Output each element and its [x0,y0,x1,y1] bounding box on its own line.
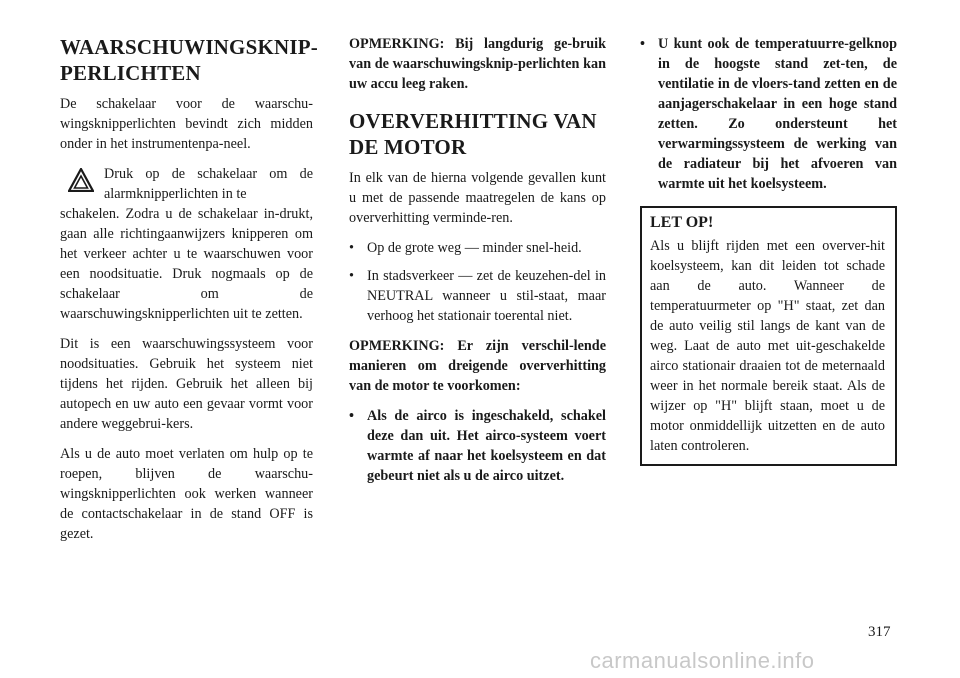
note-battery: OPMERKING: Bij langdurig ge-bruik van de waarschuwingsknip-perlichten kan uw accu leeg raken. [349,36,606,92]
paragraph-press-switch-first: Druk op de schakelaar om de alarmknipperlichten in te [104,166,313,202]
section-heading-hazard-lights: WAARSCHUWINGSKNIP-PERLICHTEN [60,35,318,85]
hazard-warning-triangle-icon [68,168,94,192]
list-item: • In stadsverkeer — zet de keuzehen-del in NEUTRAL wanneer u stil-staat, maar verhoog het stationair toerental niet. [349,268,606,324]
list-item: • U kunt ook de temperatuurre-gelknop in de hoogste stand zet-ten, de ventilatie in de vloers-tand zetten en de aanjagerschakelaar in een hoge stand zetten. Zo ondersteunt het verwarmingssysteem de werking van de radiateur bij het afvoeren van warmte uit het koelsysteem. [640,36,897,192]
page-number: 317 [868,624,891,640]
note-prevent-overheating: OPMERKING: Er zijn verschil-lende manieren om dreigende oververhitting van de motor te voorkomen: [349,338,606,394]
paragraph-leave-car: Als u de auto moet verlaten om hulp op te roepen, blijven de waarschu-wingsknipperlichten ook werken wanneer de contactschakelaar in de stand OFF is gezet. [60,446,313,542]
airco-bullet-list [349,406,606,486]
bullet-glyph: • [349,408,354,424]
hazard-instruction-block [60,164,313,324]
caution-title: LET OP! [650,214,714,231]
paragraph-overheating-intro: In elk van de hierna volgende gevallen kunt u met de passende maatregelen de kans op oververhitting verminde-ren. [349,170,606,226]
heater-bullet-list [640,34,897,194]
paragraph-press-switch-rest: schakelen. Zodra u de schakelaar in-drukt, gaan alle richtingaanwijzers knipperen om het verkeer achter u te waarschuwen voor een noodsituatie. Druk nogmaals op de schakelaar om de waarschuwingsknipperlichten uit te zetten. [60,206,313,322]
bullet-glyph: • [640,36,645,52]
list-item: • Op de grote weg — minder snel-heid. [349,240,582,256]
caution-text: Als u blijft rijden met een overver-hit koelsysteem, kan dit leiden tot schade aan de auto. Wanneer de temperatuurmeter op "H" staat, zet dan de auto veilig stil langs de kant van de weg. Laat de auto met uit-geschakelde airco stationair draaien tot de meternaald weer in het normale bereik staat. Als de wijzer op "H" blijft staan, moet u de motor onmiddellijk uitzetten en de auto laten controleren. [650,238,885,454]
watermark: carmanualsonline.info [590,648,815,673]
caution-box [640,206,897,466]
bullet-glyph: • [349,240,354,256]
section-heading-overheating: OVERVERHITTING VAN DE MOTOR [349,109,597,159]
list-item: • Als de airco is ingeschakeld, schakel deze dan uit. Het airco-systeem voert warmte af naar het koelsysteem en dat gebeurt niet als u de airco uitzet. [349,408,606,484]
paragraph-location: De schakelaar voor de waarschu-wingsknipperlichten bevindt zich midden onder in het instrumentenpa-neel. [60,96,313,152]
overheating-bullet-list [349,238,606,326]
column-2 [349,34,606,496]
column-3 [640,34,897,466]
column-1 [60,34,318,554]
bullet-glyph: • [349,268,354,284]
paragraph-emergency-system: Dit is een waarschuwingssysteem voor noodsituaties. Gebruik het systeem niet tijdens het rijden. Gebruik het alleen bij autopech en uw auto een gevaar vormt voor andere weggebrui-kers. [60,336,313,432]
